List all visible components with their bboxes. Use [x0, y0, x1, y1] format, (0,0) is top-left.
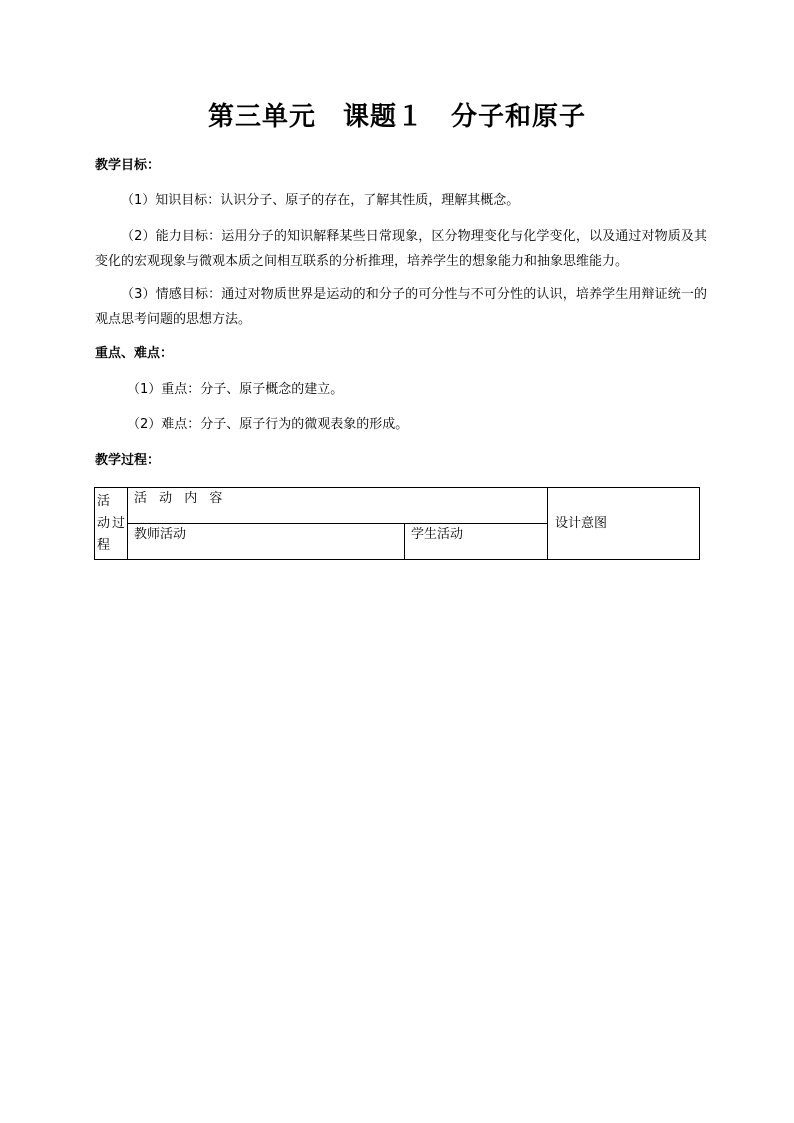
document-title: 第三单元 课题１ 分子和原子	[207, 102, 586, 132]
teacher-activity-header: 教师活动	[128, 524, 405, 560]
process-heading: 教学过程：	[95, 453, 161, 468]
objective-emotion: （3）情感目标：通过对物质世界是运动的和分子的可分性与不可分性的认识，培养学生用辩证统一的观点思考问题的思想方法。	[95, 287, 707, 327]
key-points-heading: 重点、难点：	[95, 346, 174, 361]
objective-ability: （2）能力目标：运用分子的知识解释某些日常现象，区分物理变化与化学变化，以及通过对物质及其变化的宏观现象与微观本质之间相互联系的分析推理，培养学生的想象能力和抽象思维能力。	[95, 229, 707, 269]
intent-column-header: 设计意图	[548, 488, 700, 560]
key-point-focus: （1）重点：分子、原子概念的建立。	[127, 382, 344, 397]
table-row	[95, 488, 700, 524]
student-activity-header: 学生活动	[405, 524, 548, 560]
objectives-heading: 教学目标：	[95, 158, 161, 173]
process-column-header: 活 动过程	[95, 488, 128, 560]
process-table	[94, 487, 700, 560]
content-column-header: 活 动 内 容	[128, 488, 548, 524]
objective-knowledge: （1）知识目标：认识分子、原子的存在，了解其性质，理解其概念。	[121, 193, 520, 208]
key-point-difficulty: （2）难点：分子、原子行为的微观表象的形成。	[127, 417, 409, 432]
